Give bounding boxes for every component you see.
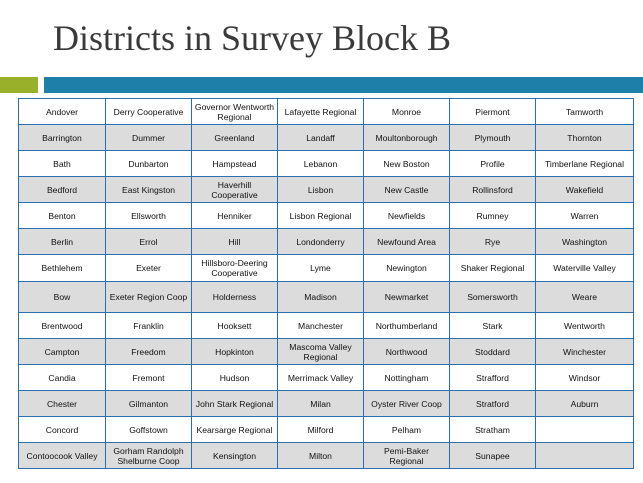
district-cell: Lafayette Regional [278, 99, 364, 125]
districts-table [18, 98, 634, 469]
table-row [19, 443, 634, 469]
table-row [19, 151, 634, 177]
district-cell: Hudson [192, 365, 278, 391]
district-cell: Thornton [536, 125, 634, 151]
district-cell: Governor Wentworth Regional [192, 99, 278, 125]
district-cell: Shaker Regional [450, 255, 536, 282]
table-row [19, 339, 634, 365]
district-cell: Exeter Region Coop [106, 282, 192, 313]
district-cell: Oyster River Coop [364, 391, 450, 417]
district-cell: Newington [364, 255, 450, 282]
accent-bar-green [0, 77, 38, 93]
district-cell: Lebanon [278, 151, 364, 177]
district-cell: Weare [536, 282, 634, 313]
district-cell: Freedom [106, 339, 192, 365]
district-cell: Gorham Randolph Shelburne Coop [106, 443, 192, 469]
district-cell: Campton [19, 339, 106, 365]
district-cell: Lyme [278, 255, 364, 282]
district-cell: Derry Cooperative [106, 99, 192, 125]
district-cell: Rumney [450, 203, 536, 229]
district-cell: Manchester [278, 313, 364, 339]
district-cell: New Boston [364, 151, 450, 177]
district-cell: Franklin [106, 313, 192, 339]
district-cell: Contoocook Valley [19, 443, 106, 469]
district-cell: Stratford [450, 391, 536, 417]
district-cell: Waterville Valley [536, 255, 634, 282]
district-cell: Bedford [19, 177, 106, 203]
districts-table-body [19, 99, 634, 469]
district-cell: Timberlane Regional [536, 151, 634, 177]
accent-bar-blue [44, 77, 643, 93]
district-cell: Holderness [192, 282, 278, 313]
district-cell: Hooksett [192, 313, 278, 339]
district-cell: Wakefield [536, 177, 634, 203]
district-cell: Hopkinton [192, 339, 278, 365]
district-cell: Bethlehem [19, 255, 106, 282]
district-cell: Monroe [364, 99, 450, 125]
table-row [19, 255, 634, 282]
district-cell: Hillsboro-Deering Cooperative [192, 255, 278, 282]
district-cell: Northwood [364, 339, 450, 365]
table-row [19, 125, 634, 151]
district-cell: Milan [278, 391, 364, 417]
district-cell: Kensington [192, 443, 278, 469]
district-cell: Hill [192, 229, 278, 255]
district-cell: Washington [536, 229, 634, 255]
district-cell: Landaff [278, 125, 364, 151]
table-row [19, 391, 634, 417]
district-cell: Rye [450, 229, 536, 255]
district-cell: Newmarket [364, 282, 450, 313]
district-cell: Milford [278, 417, 364, 443]
district-cell: Fremont [106, 365, 192, 391]
district-cell: Madison [278, 282, 364, 313]
table-row [19, 282, 634, 313]
district-cell: Pemi-Baker Regional [364, 443, 450, 469]
district-cell: Exeter [106, 255, 192, 282]
district-cell: Concord [19, 417, 106, 443]
district-cell: Londonderry [278, 229, 364, 255]
district-cell: Ellsworth [106, 203, 192, 229]
table-row [19, 229, 634, 255]
table-row [19, 365, 634, 391]
district-cell: Stark [450, 313, 536, 339]
district-cell: Newfound Area [364, 229, 450, 255]
table-row [19, 417, 634, 443]
district-cell: Rollinsford [450, 177, 536, 203]
district-cell: Candia [19, 365, 106, 391]
district-cell: Mascoma Valley Regional [278, 339, 364, 365]
district-cell: Bath [19, 151, 106, 177]
district-cell: East Kingston [106, 177, 192, 203]
table-row [19, 203, 634, 229]
district-cell: Milton [278, 443, 364, 469]
district-cell: Berlin [19, 229, 106, 255]
district-cell: New Castle [364, 177, 450, 203]
district-cell: Errol [106, 229, 192, 255]
district-cell: Sunapee [450, 443, 536, 469]
district-cell: Newfields [364, 203, 450, 229]
district-cell: Lisbon [278, 177, 364, 203]
district-cell: Dunbarton [106, 151, 192, 177]
district-cell: Piermont [450, 99, 536, 125]
district-cell: Bow [19, 282, 106, 313]
district-cell: Tamworth [536, 99, 634, 125]
district-cell: Hampstead [192, 151, 278, 177]
district-cell: Kearsarge Regional [192, 417, 278, 443]
district-cell: Plymouth [450, 125, 536, 151]
district-cell: Merrimack Valley [278, 365, 364, 391]
district-cell: Brentwood [19, 313, 106, 339]
district-cell: Northumberland [364, 313, 450, 339]
district-cell: Barrington [19, 125, 106, 151]
district-cell: Windsor [536, 365, 634, 391]
district-cell: Greenland [192, 125, 278, 151]
district-cell: Nottingham [364, 365, 450, 391]
district-cell: Henniker [192, 203, 278, 229]
district-cell: Pelham [364, 417, 450, 443]
district-cell: Auburn [536, 391, 634, 417]
table-row [19, 99, 634, 125]
district-cell: Chester [19, 391, 106, 417]
district-cell: Stratham [450, 417, 536, 443]
district-cell: Goffstown [106, 417, 192, 443]
district-cell [536, 417, 634, 443]
district-cell [536, 443, 634, 469]
table-row [19, 313, 634, 339]
district-cell: Andover [19, 99, 106, 125]
district-cell: Haverhill Cooperative [192, 177, 278, 203]
district-cell: Stoddard [450, 339, 536, 365]
district-cell: Somersworth [450, 282, 536, 313]
district-cell: John Stark Regional [192, 391, 278, 417]
district-cell: Wentworth [536, 313, 634, 339]
district-cell: Moultonborough [364, 125, 450, 151]
district-cell: Strafford [450, 365, 536, 391]
district-cell: Gilmanton [106, 391, 192, 417]
district-cell: Dummer [106, 125, 192, 151]
district-cell: Winchester [536, 339, 634, 365]
district-cell: Lisbon Regional [278, 203, 364, 229]
district-cell: Warren [536, 203, 634, 229]
table-row [19, 177, 634, 203]
district-cell: Profile [450, 151, 536, 177]
district-cell: Benton [19, 203, 106, 229]
page-title: Districts in Survey Block B [53, 18, 451, 58]
